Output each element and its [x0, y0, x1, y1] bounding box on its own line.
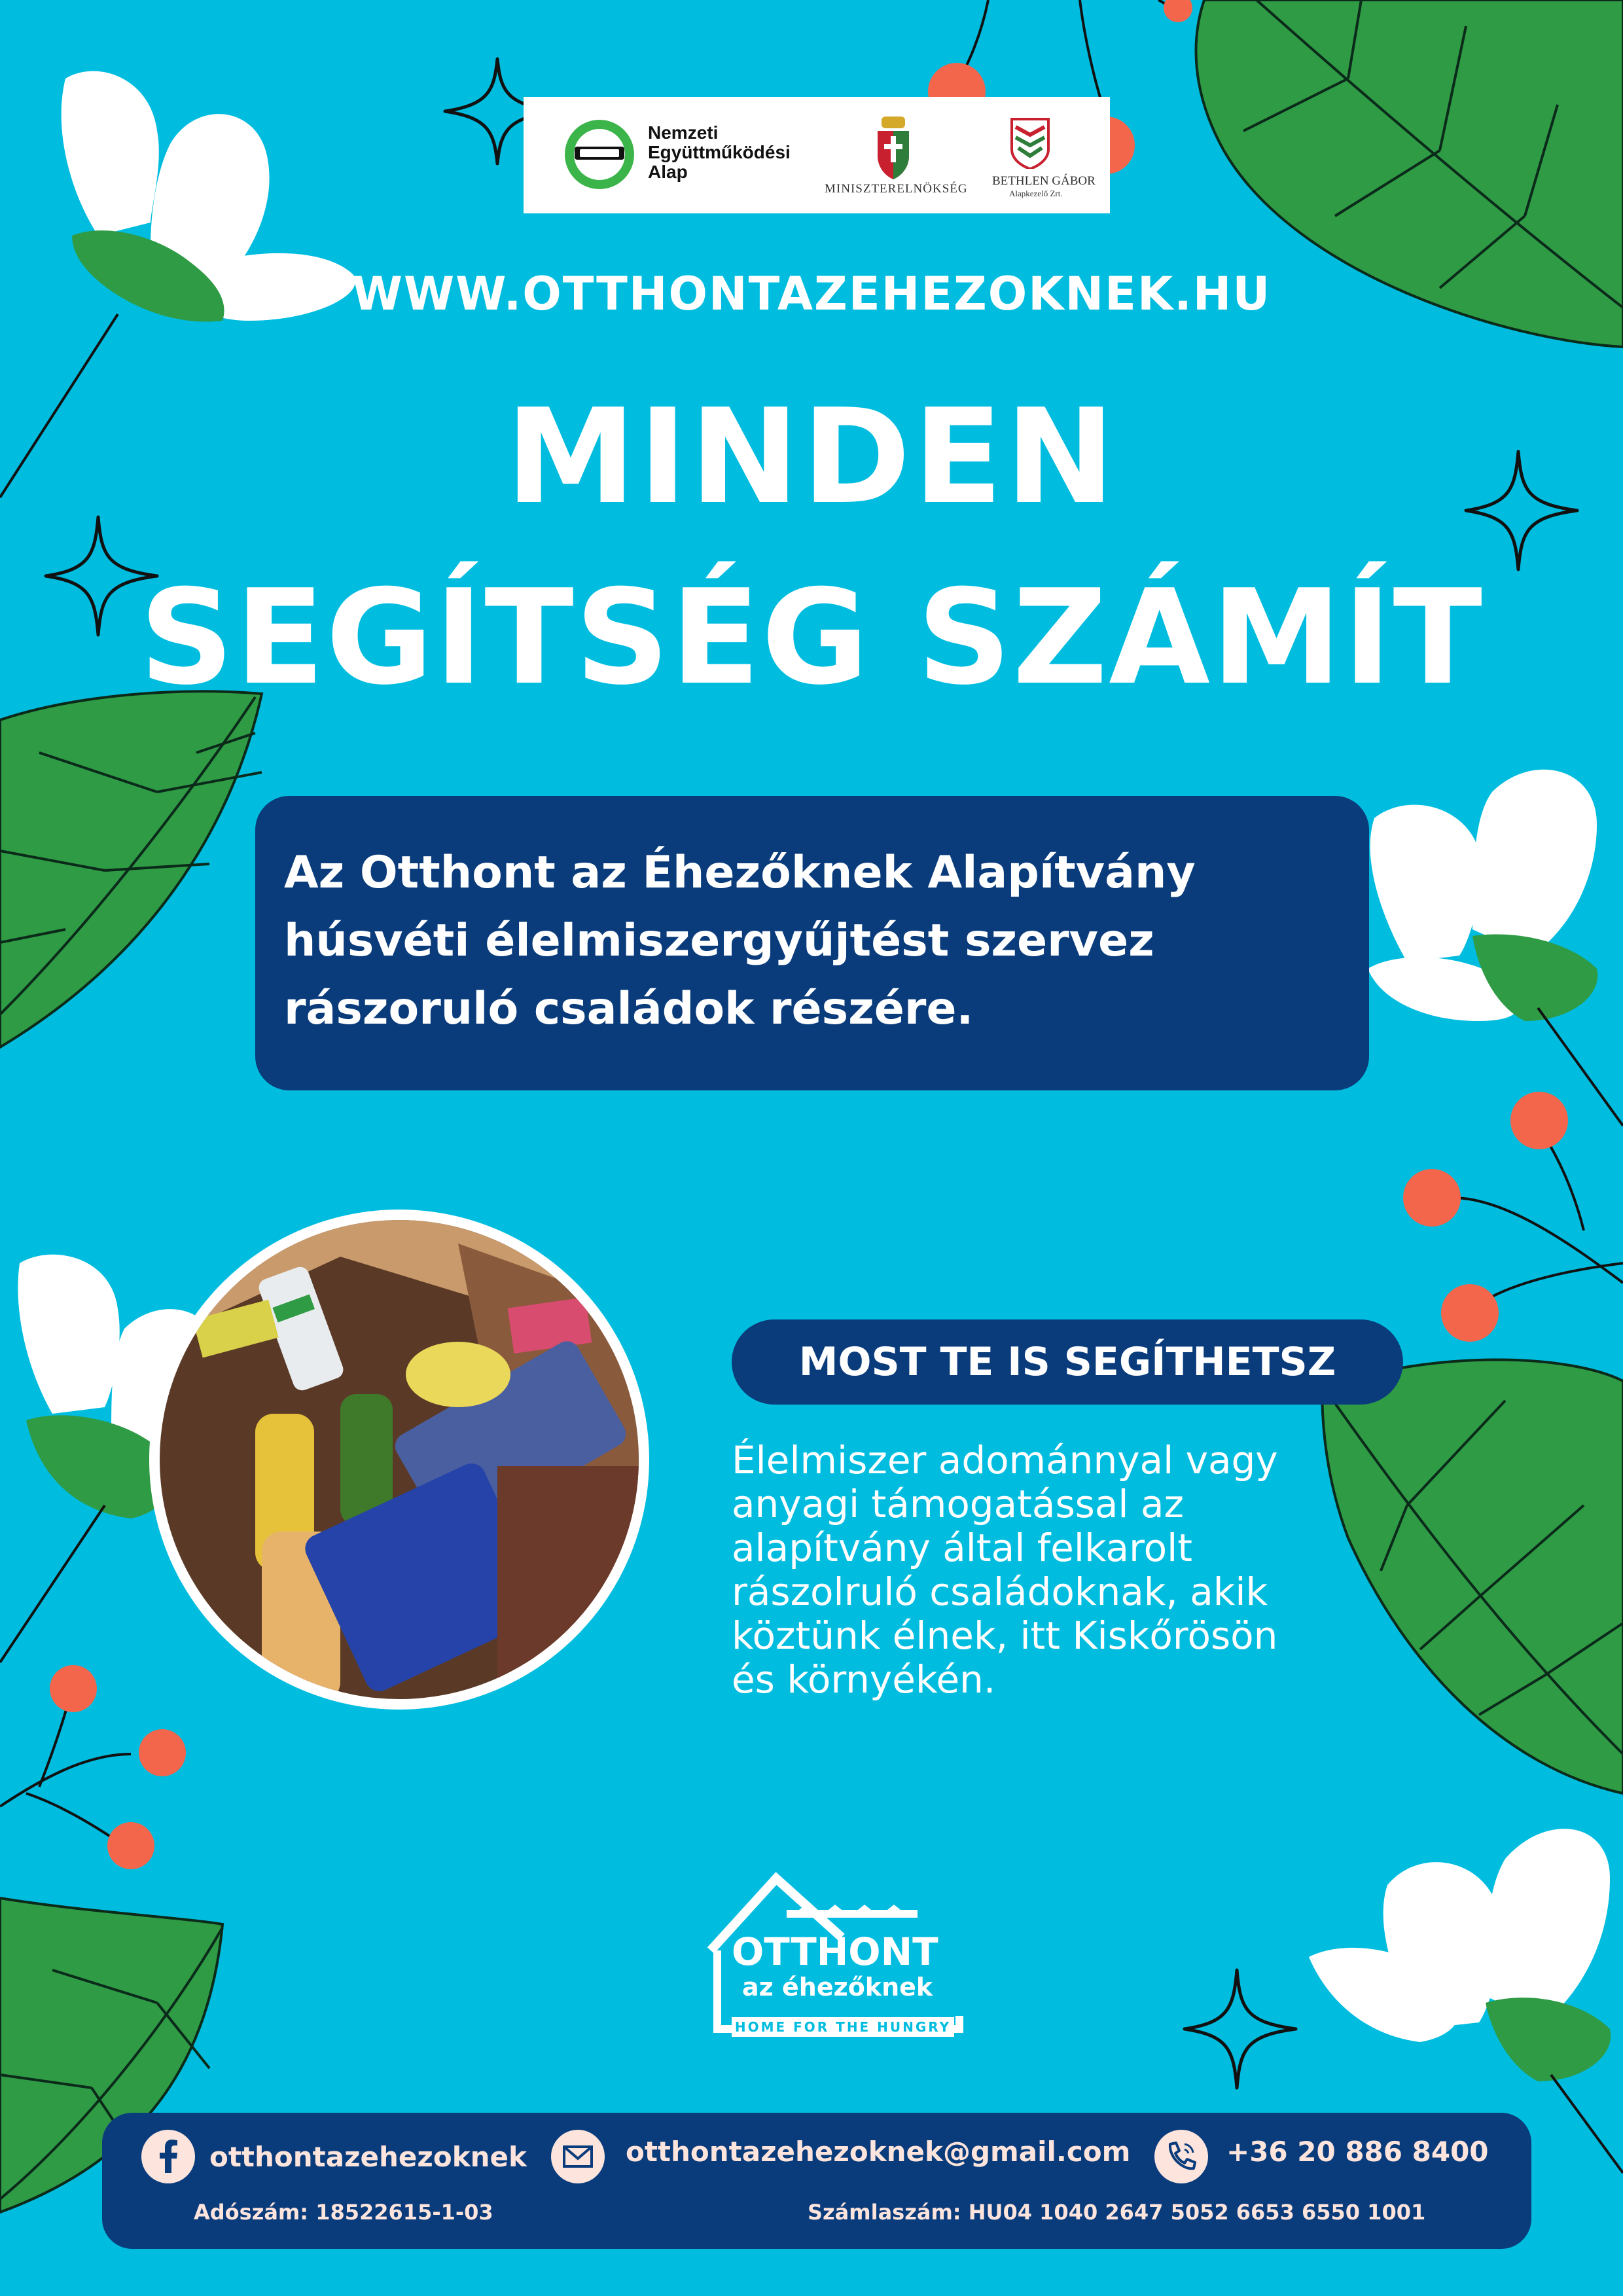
- email-address[interactable]: otthontazehezoknek@gmail.com: [626, 2136, 1131, 2168]
- donation-photo: [149, 1210, 668, 1710]
- body-line-5: köztünk élnek, itt Kiskőrösön: [732, 1613, 1278, 1658]
- headline-line-1: MINDEN: [505, 381, 1118, 533]
- berry-icon: [0, 1665, 186, 1869]
- tax-id: Adószám: 18522615-1-03: [194, 2200, 493, 2225]
- phone-icon[interactable]: [1154, 2130, 1208, 2183]
- sponsor-logos: [524, 97, 1110, 213]
- body-line-6: és környékén.: [732, 1657, 996, 1702]
- help-title-pill: MOST TE IS SEGÍTHETSZ: [732, 1319, 1403, 1405]
- help-description: [732, 1439, 1278, 1702]
- mail-icon[interactable]: [551, 2130, 605, 2183]
- berry-icon: [1403, 1092, 1623, 1342]
- ministry-name: MINISZTERELNÖKSÉG: [825, 182, 968, 196]
- body-line-1: Élelmiszer adománnyal vagy: [732, 1438, 1278, 1482]
- bethlen-name: BETHLEN GÁBOR: [992, 174, 1096, 188]
- headline-line-2: SEGÍTSÉG SZÁMÍT: [139, 562, 1484, 714]
- brand-tagline: HOME FOR THE HUNGRY: [734, 2019, 952, 2035]
- brand-logo: [691, 1865, 966, 2036]
- bethlen-logo-icon: [1009, 115, 1051, 169]
- nea-logo-icon: [562, 117, 637, 192]
- body-line-4: rászolruló családoknak, akik: [732, 1570, 1268, 1614]
- facebook-icon[interactable]: [141, 2130, 195, 2183]
- website-url[interactable]: WWW.OTTHONTAZEHEZOKNEK.HU: [351, 267, 1272, 321]
- bethlen-subname: Alapkezelő Zrt.: [1009, 188, 1063, 198]
- nea-name: Nemzeti Együttműködési Alap: [648, 122, 791, 182]
- leaf-icon: [1322, 1360, 1623, 1794]
- body-line-3: alapítvány által felkarolt: [732, 1526, 1192, 1570]
- phone-number[interactable]: +36 20 886 8400: [1226, 2136, 1489, 2168]
- bank-account: Számlaszám: HU04 1040 2647 5052 6653 6550 1001: [808, 2200, 1426, 2225]
- body-line-2: anyagi támogatással az: [732, 1482, 1184, 1526]
- intro-box: [255, 796, 1369, 1090]
- facebook-handle[interactable]: otthontazehezoknek: [209, 2141, 527, 2173]
- hungarian-coat-of-arms-icon: [874, 117, 913, 179]
- leaf-icon: [0, 691, 262, 1047]
- intro-line-1: Az Otthont az Éhezőknek Alapítvány: [284, 847, 1196, 899]
- contact-footer: [102, 2113, 1531, 2249]
- intro-line-2: húsvéti élelmiszergyűjtést szervez: [284, 915, 1154, 967]
- intro-line-3: rászoruló családok részére.: [284, 983, 974, 1035]
- brand-subname: az éhezőknek: [742, 1973, 933, 2001]
- flower-icon: [1368, 770, 1623, 1126]
- brand-name: OTTHONT: [732, 1929, 938, 1974]
